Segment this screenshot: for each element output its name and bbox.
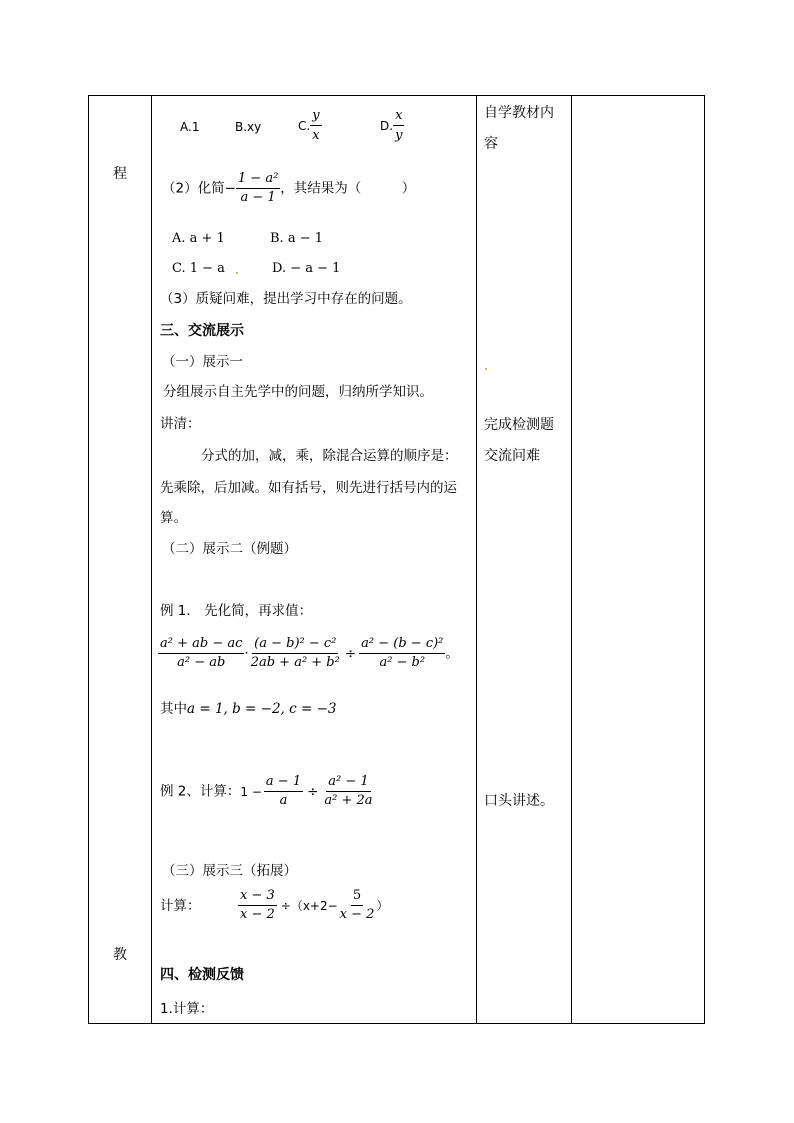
- ex1-multiply-dot: ·: [244, 645, 249, 662]
- calc-close-paren: ）: [376, 898, 389, 913]
- calc-fraction-2-denominator: x − 2: [339, 907, 375, 922]
- decorative-dot: [485, 368, 487, 370]
- ex1-condition-prefix: 其中: [160, 701, 187, 717]
- extension-calculation: [160, 888, 388, 923]
- q2-prefix: （2）化简: [162, 180, 225, 197]
- section-4-title: 四、检测反馈: [160, 967, 244, 983]
- q2-option-a: A. a + 1: [172, 231, 225, 246]
- explain-line-3: 算。: [160, 510, 187, 526]
- q2-question: [162, 171, 415, 206]
- ex1-fraction-1-numerator: a² + ab − ac: [158, 636, 244, 654]
- section-4-item-1: 1.计算：: [160, 1001, 214, 1017]
- q1-option-c: [298, 108, 322, 144]
- q2-option-c: C. 1 − a: [172, 261, 225, 276]
- q1-option-b: B.xy: [235, 120, 262, 134]
- show-2-heading: （二）展示二（例题）: [162, 541, 297, 557]
- explain-line-2: 先乘除，后加减。如有括号，则先进行括号内的运: [160, 480, 457, 496]
- show-3-heading: （三）展示三（拓展）: [162, 863, 297, 879]
- calc-middle-part: ÷（x+2−: [280, 898, 338, 913]
- ex2-one-minus: 1 −: [240, 784, 262, 799]
- left-col-char-top: 程: [113, 166, 127, 182]
- q2-denominator: a − 1: [240, 190, 276, 205]
- q1-d-denominator: y: [393, 125, 404, 144]
- column-divider: [476, 96, 477, 1023]
- show-1-heading: （一）展示一: [162, 354, 243, 370]
- explain-line-1: 分式的加，减，乘，除混合运算的顺序是：: [201, 448, 458, 464]
- ex1-fraction-2-denominator: 2ab + a² + b²: [250, 655, 340, 670]
- ex1-fraction-2-numerator: (a − b)² − c²: [252, 636, 338, 654]
- explain-label: 讲清：: [160, 416, 201, 432]
- ex1-fraction-3-denominator: a² − b²: [379, 655, 426, 670]
- q1-option-d: [380, 108, 404, 144]
- example-2: [160, 774, 375, 809]
- ex1-condition-values: a = 1, b = −2, c = −3: [187, 701, 337, 717]
- show-1-text: 分组展示自主先学中的问题，归纳所学知识。: [163, 384, 433, 400]
- note-self-study: 自学教材内: [484, 105, 554, 121]
- q1-option-d-label: D.: [380, 119, 394, 133]
- ex1-fraction-3-numerator: a² − (b − c)²: [359, 636, 445, 654]
- note-discuss: 交流问难: [484, 448, 540, 464]
- q1-option-a: A.1: [180, 120, 200, 134]
- ex2-fraction-1-numerator: a − 1: [264, 774, 303, 792]
- example-1-expression: [158, 636, 459, 671]
- note-oral: 口头讲述。: [484, 793, 554, 809]
- q2-minus: −: [224, 180, 236, 197]
- ex2-fraction-2-numerator: a² − 1: [326, 774, 370, 792]
- ex2-divide-sign: ÷: [307, 783, 319, 800]
- ex2-label: 例 2、计算：: [160, 783, 241, 800]
- note-complete-test: 完成检测题: [484, 417, 554, 433]
- column-divider: [151, 96, 152, 1023]
- q2-option-b: B. a − 1: [270, 231, 323, 246]
- example-1-condition: [160, 700, 337, 718]
- decorative-dot: [236, 272, 238, 274]
- q2-numerator: 1 − a²: [236, 171, 280, 189]
- q2-option-d: D. − a − 1: [272, 261, 341, 276]
- q1-option-c-label: C.: [298, 119, 311, 133]
- ex2-fraction-1-denominator: a: [279, 793, 288, 808]
- q1-c-denominator: x: [310, 125, 321, 144]
- ex2-fraction-2-denominator: a² + 2a: [324, 793, 373, 808]
- q2-suffix: ，其结果为（ ）: [280, 180, 416, 197]
- note-self-study-cont: 容: [484, 136, 498, 152]
- section-3-title: 三、交流展示: [160, 323, 244, 339]
- calc-label: 计算：: [160, 897, 201, 914]
- calc-fraction-2-numerator: 5: [351, 888, 363, 906]
- example-1-label: 例 1． 先化简，再求值：: [160, 603, 313, 619]
- calc-fraction-1-denominator: x − 2: [240, 907, 275, 922]
- q3-question: （3）质疑问难，提出学习中存在的问题。: [160, 291, 412, 307]
- calc-fraction-1-numerator: x − 3: [238, 888, 277, 906]
- ex1-divide-sign: ÷: [344, 645, 357, 662]
- ex1-fraction-1-denominator: a² − ab: [177, 655, 226, 670]
- q1-d-numerator: x: [395, 108, 403, 123]
- q1-c-numerator: y: [312, 108, 320, 123]
- column-divider: [571, 96, 572, 1023]
- left-col-char-bottom: 教: [113, 947, 127, 963]
- ex1-period: 。: [445, 645, 459, 662]
